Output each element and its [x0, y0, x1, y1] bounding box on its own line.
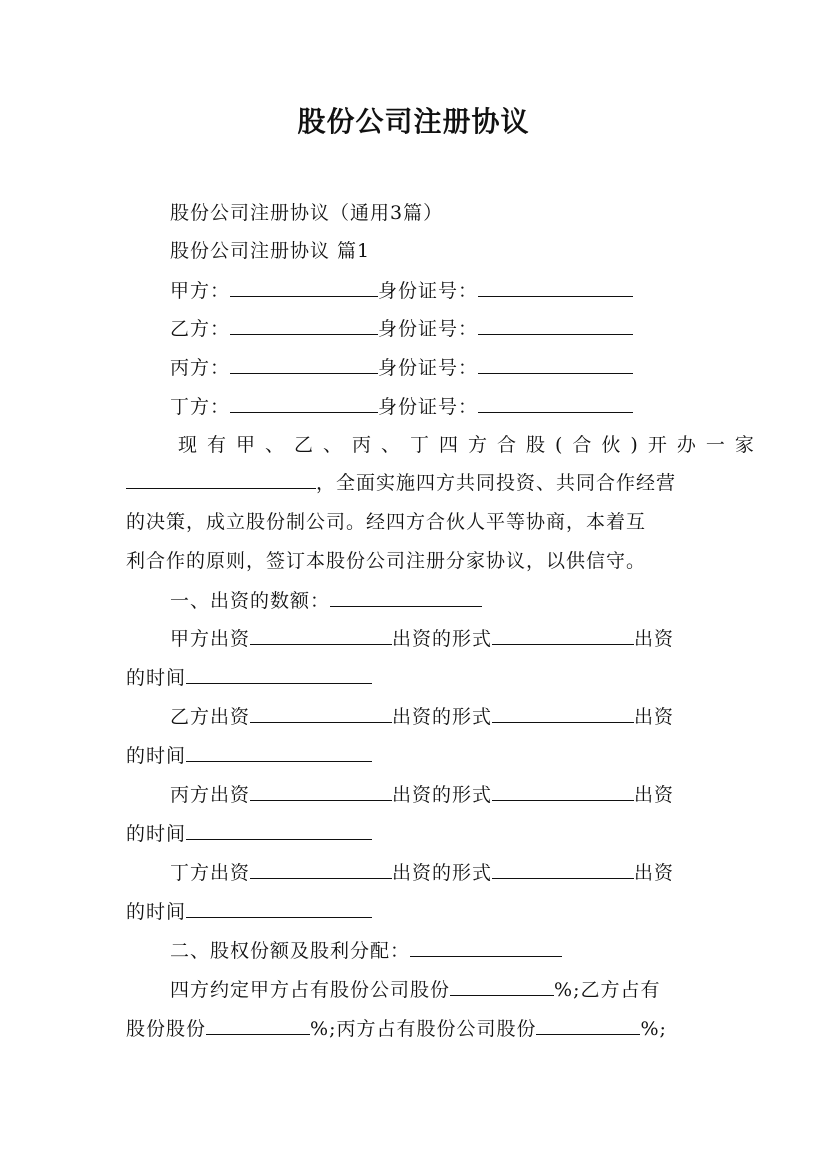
id-blank [478, 278, 633, 297]
share-text: 股份股份 [126, 1018, 207, 1040]
contribution-tail: 出资 [634, 862, 675, 884]
time-blank [186, 899, 372, 918]
id-blank [478, 316, 633, 335]
document-title: 股份公司注册协议 [297, 105, 530, 138]
percent-blank [536, 1016, 640, 1035]
amount-blank [330, 588, 482, 607]
contribution-label: 乙方出资 [170, 706, 251, 728]
contribution-blank [250, 704, 392, 723]
time-label: 的时间 [126, 823, 187, 845]
party-label: 乙方： [170, 318, 231, 340]
percent-blank [206, 1016, 310, 1035]
share-text: 四方约定甲方占有股份公司股份 [170, 979, 451, 1001]
clause-heading-text: 一、出资的数额： [170, 590, 331, 612]
intro-line-3: 的决策，成立股份制公司。经四方合伙人平等协商，本着互 [126, 511, 647, 533]
id-label: 身份证号： [378, 280, 479, 302]
share-text: %; [640, 1018, 667, 1040]
time-label: 的时间 [126, 667, 187, 689]
time-blank [186, 665, 372, 684]
time-blank [186, 821, 372, 840]
contribution-label: 丙方出资 [170, 784, 251, 806]
name-blank [230, 355, 378, 374]
contribution-row-a [170, 626, 674, 652]
contribution-blank [250, 860, 392, 879]
contribution-row-d [170, 860, 674, 886]
contribution-time-c [126, 821, 372, 847]
contribution-label: 甲方出资 [170, 628, 251, 650]
name-blank [230, 394, 378, 413]
form-blank [492, 860, 634, 879]
intro-line-2 [126, 470, 676, 496]
intro-line-4: 利合作的原则，签订本股份公司注册分家协议，以供信守。 [126, 550, 647, 572]
clause-heading-text: 二、股权份额及股利分配： [170, 940, 411, 962]
time-label: 的时间 [126, 901, 187, 923]
form-blank [492, 782, 634, 801]
contribution-time-d [126, 899, 372, 925]
share-text: %;乙方占有 [554, 979, 661, 1001]
party-row-b [170, 316, 633, 342]
share-line-2 [126, 1016, 667, 1042]
contribution-row-b [170, 704, 674, 730]
clause-1-heading [170, 588, 482, 614]
id-label: 身份证号： [378, 357, 479, 379]
time-blank [186, 743, 372, 762]
contribution-blank [250, 782, 392, 801]
contribution-row-c [170, 782, 674, 808]
party-row-a [170, 278, 633, 304]
contribution-blank [250, 626, 392, 645]
intro-line-1: 现有甲、乙、丙、丁四方合股(合伙)开办一家 [178, 434, 764, 456]
id-blank [478, 394, 633, 413]
share-line-1 [170, 977, 660, 1003]
party-row-d [170, 394, 633, 420]
section-heading: 股份公司注册协议 篇1 [170, 240, 371, 262]
party-label: 丁方： [170, 396, 231, 418]
party-row-c [170, 355, 633, 381]
intro-text: ，全面实施四方共同投资、共同合作经营 [316, 472, 677, 494]
contribution-tail: 出资 [634, 628, 675, 650]
contribution-tail: 出资 [634, 706, 675, 728]
name-blank [230, 316, 378, 335]
contribution-time-a [126, 665, 372, 691]
percent-blank [450, 977, 554, 996]
contribution-label: 丁方出资 [170, 862, 251, 884]
form-blank [492, 626, 634, 645]
form-label: 出资的形式 [392, 706, 493, 728]
party-label: 甲方： [170, 280, 231, 302]
name-blank [230, 278, 378, 297]
time-label: 的时间 [126, 745, 187, 767]
clause-2-heading [170, 938, 562, 964]
contribution-time-b [126, 743, 372, 769]
subtitle: 股份公司注册协议（通用3篇） [170, 202, 444, 224]
party-label: 丙方： [170, 357, 231, 379]
form-blank [492, 704, 634, 723]
contribution-tail: 出资 [634, 784, 675, 806]
id-blank [478, 355, 633, 374]
form-label: 出资的形式 [392, 862, 493, 884]
form-label: 出资的形式 [392, 628, 493, 650]
share-text: %;丙方占有股份公司股份 [310, 1018, 537, 1040]
share-blank [410, 938, 562, 957]
form-label: 出资的形式 [392, 784, 493, 806]
id-label: 身份证号： [378, 318, 479, 340]
company-name-blank [126, 470, 316, 489]
id-label: 身份证号： [378, 396, 479, 418]
